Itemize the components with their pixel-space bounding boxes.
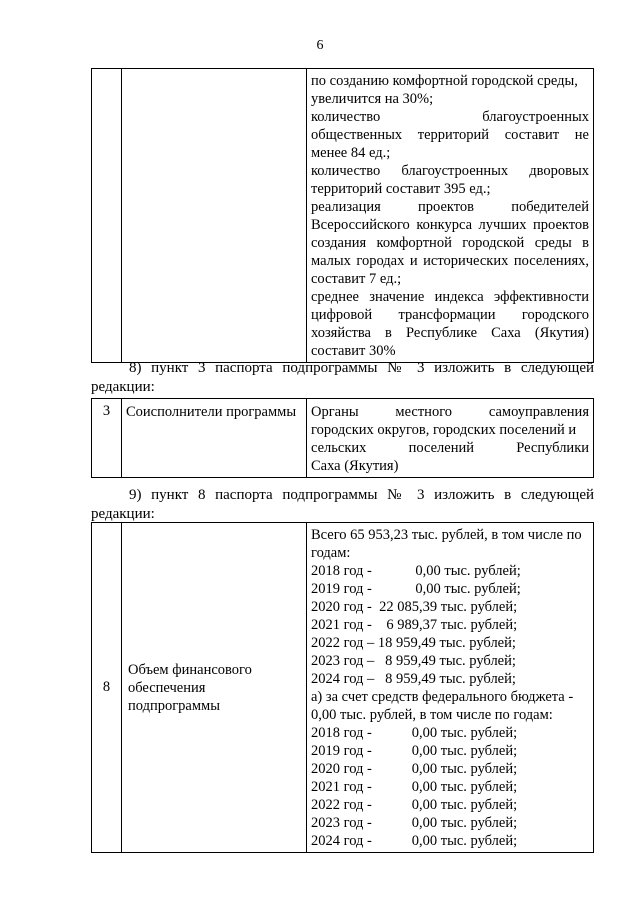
text-line: малых городах и исторических поселениях, [311, 253, 589, 269]
value-cell [307, 399, 594, 478]
co-executors-text [307, 399, 593, 477]
text-line: 2020 год - 22 085,39 тыс. рублей; [311, 599, 518, 615]
text-line: 0,00 тыс. рублей, в том числе по годам: [311, 707, 553, 723]
text-line: территорий составит 395 ед.; [311, 181, 491, 197]
row-number: 8 [102, 679, 111, 695]
row-number: 3 [102, 403, 111, 419]
text-line: составит 30% [311, 343, 396, 359]
text-line: а) за счет средств федерального бюджета - [311, 689, 574, 705]
text-line: хозяйства в Республике Саха (Якутия) [311, 325, 589, 341]
row-label: Соисполнители программы [126, 404, 297, 420]
paragraph-9-line1: 9) пункт 8 паспорта подпрограммы № 3 изложить в следующей [129, 487, 594, 503]
text-line: 2019 год - 0,00 тыс. рублей; [311, 581, 521, 597]
text-line: Органы местного самоуправления [311, 404, 589, 420]
text-line: 2023 год - 0,00 тыс. рублей; [311, 815, 518, 831]
indicators-text [307, 69, 593, 362]
text-line: 2024 год - 0,00 тыс. рублей; [311, 833, 518, 849]
label-line: подпрограммы [128, 698, 220, 714]
text-line: среднее значение индекса эффективности [311, 289, 589, 305]
text-line: общественных территорий составит не [311, 127, 589, 143]
text-line: 2021 год - 0,00 тыс. рублей; [311, 779, 518, 795]
text-line: создания комфортной городской среды в [311, 235, 589, 251]
text-line: 2022 год – 18 959,49 тыс. рублей; [311, 635, 516, 651]
text-line: цифровой трансформации городского [311, 307, 589, 323]
text-line: составит 7 ед.; [311, 271, 402, 287]
label-line: Объем финансового [128, 662, 252, 678]
text-line: увеличится на 30%; [311, 91, 434, 107]
text-line: количество благоустроенных дворовых [311, 163, 589, 179]
table-continuation [91, 68, 594, 363]
label-cell [122, 69, 307, 363]
text-line: 2022 год - 0,00 тыс. рублей; [311, 797, 518, 813]
text-line: городских округов, городских поселений и [311, 422, 577, 438]
value-cell [307, 69, 594, 363]
num-cell [92, 69, 122, 363]
label-cell [122, 399, 307, 478]
text-line: Всего 65 953,23 тыс. рублей, в том числе по [311, 527, 582, 543]
text-line: количество благоустроенных [311, 109, 589, 125]
value-cell [307, 523, 594, 853]
financing-text [307, 523, 593, 852]
num-cell [92, 399, 122, 478]
text-line: 2019 год - 0,00 тыс. рублей; [311, 743, 518, 759]
label-cell [122, 523, 307, 853]
text-line: по созданию комфортной городской среды, [311, 73, 578, 89]
text-line: Саха (Якутия) [311, 458, 399, 474]
table-row [92, 523, 594, 853]
text-line: реализация проектов победителей [311, 199, 589, 215]
table-financing [91, 522, 594, 853]
text-line: 2021 год - 6 989,37 тыс. рублей; [311, 617, 518, 633]
page-number: 6 [316, 38, 324, 53]
table-row [92, 69, 594, 363]
text-line: 2024 год – 8 959,49 тыс. рублей; [311, 671, 516, 687]
paragraph-9-line2: редакции: [91, 506, 155, 522]
row-label [122, 658, 306, 717]
text-line: менее 84 ед.; [311, 145, 391, 161]
paragraph-8-line1: 8) пункт 3 паспорта подпрограммы № 3 изложить в следующей [129, 360, 594, 376]
text-line: сельских поселений Республики [311, 440, 589, 456]
text-line: годам: [311, 545, 351, 561]
text-line: Всероссийского конкурса лучших проектов [311, 217, 589, 233]
num-cell [92, 523, 122, 853]
text-line: 2018 год - 0,00 тыс. рублей; [311, 725, 518, 741]
text-line: 2020 год - 0,00 тыс. рублей; [311, 761, 518, 777]
table-row [92, 399, 594, 478]
text-line: 2023 год – 8 959,49 тыс. рублей; [311, 653, 516, 669]
label-line: обеспечения [128, 680, 206, 696]
paragraph-8-line2: редакции: [91, 379, 155, 395]
text-line: 2018 год - 0,00 тыс. рублей; [311, 563, 521, 579]
table-co-executors [91, 398, 594, 478]
